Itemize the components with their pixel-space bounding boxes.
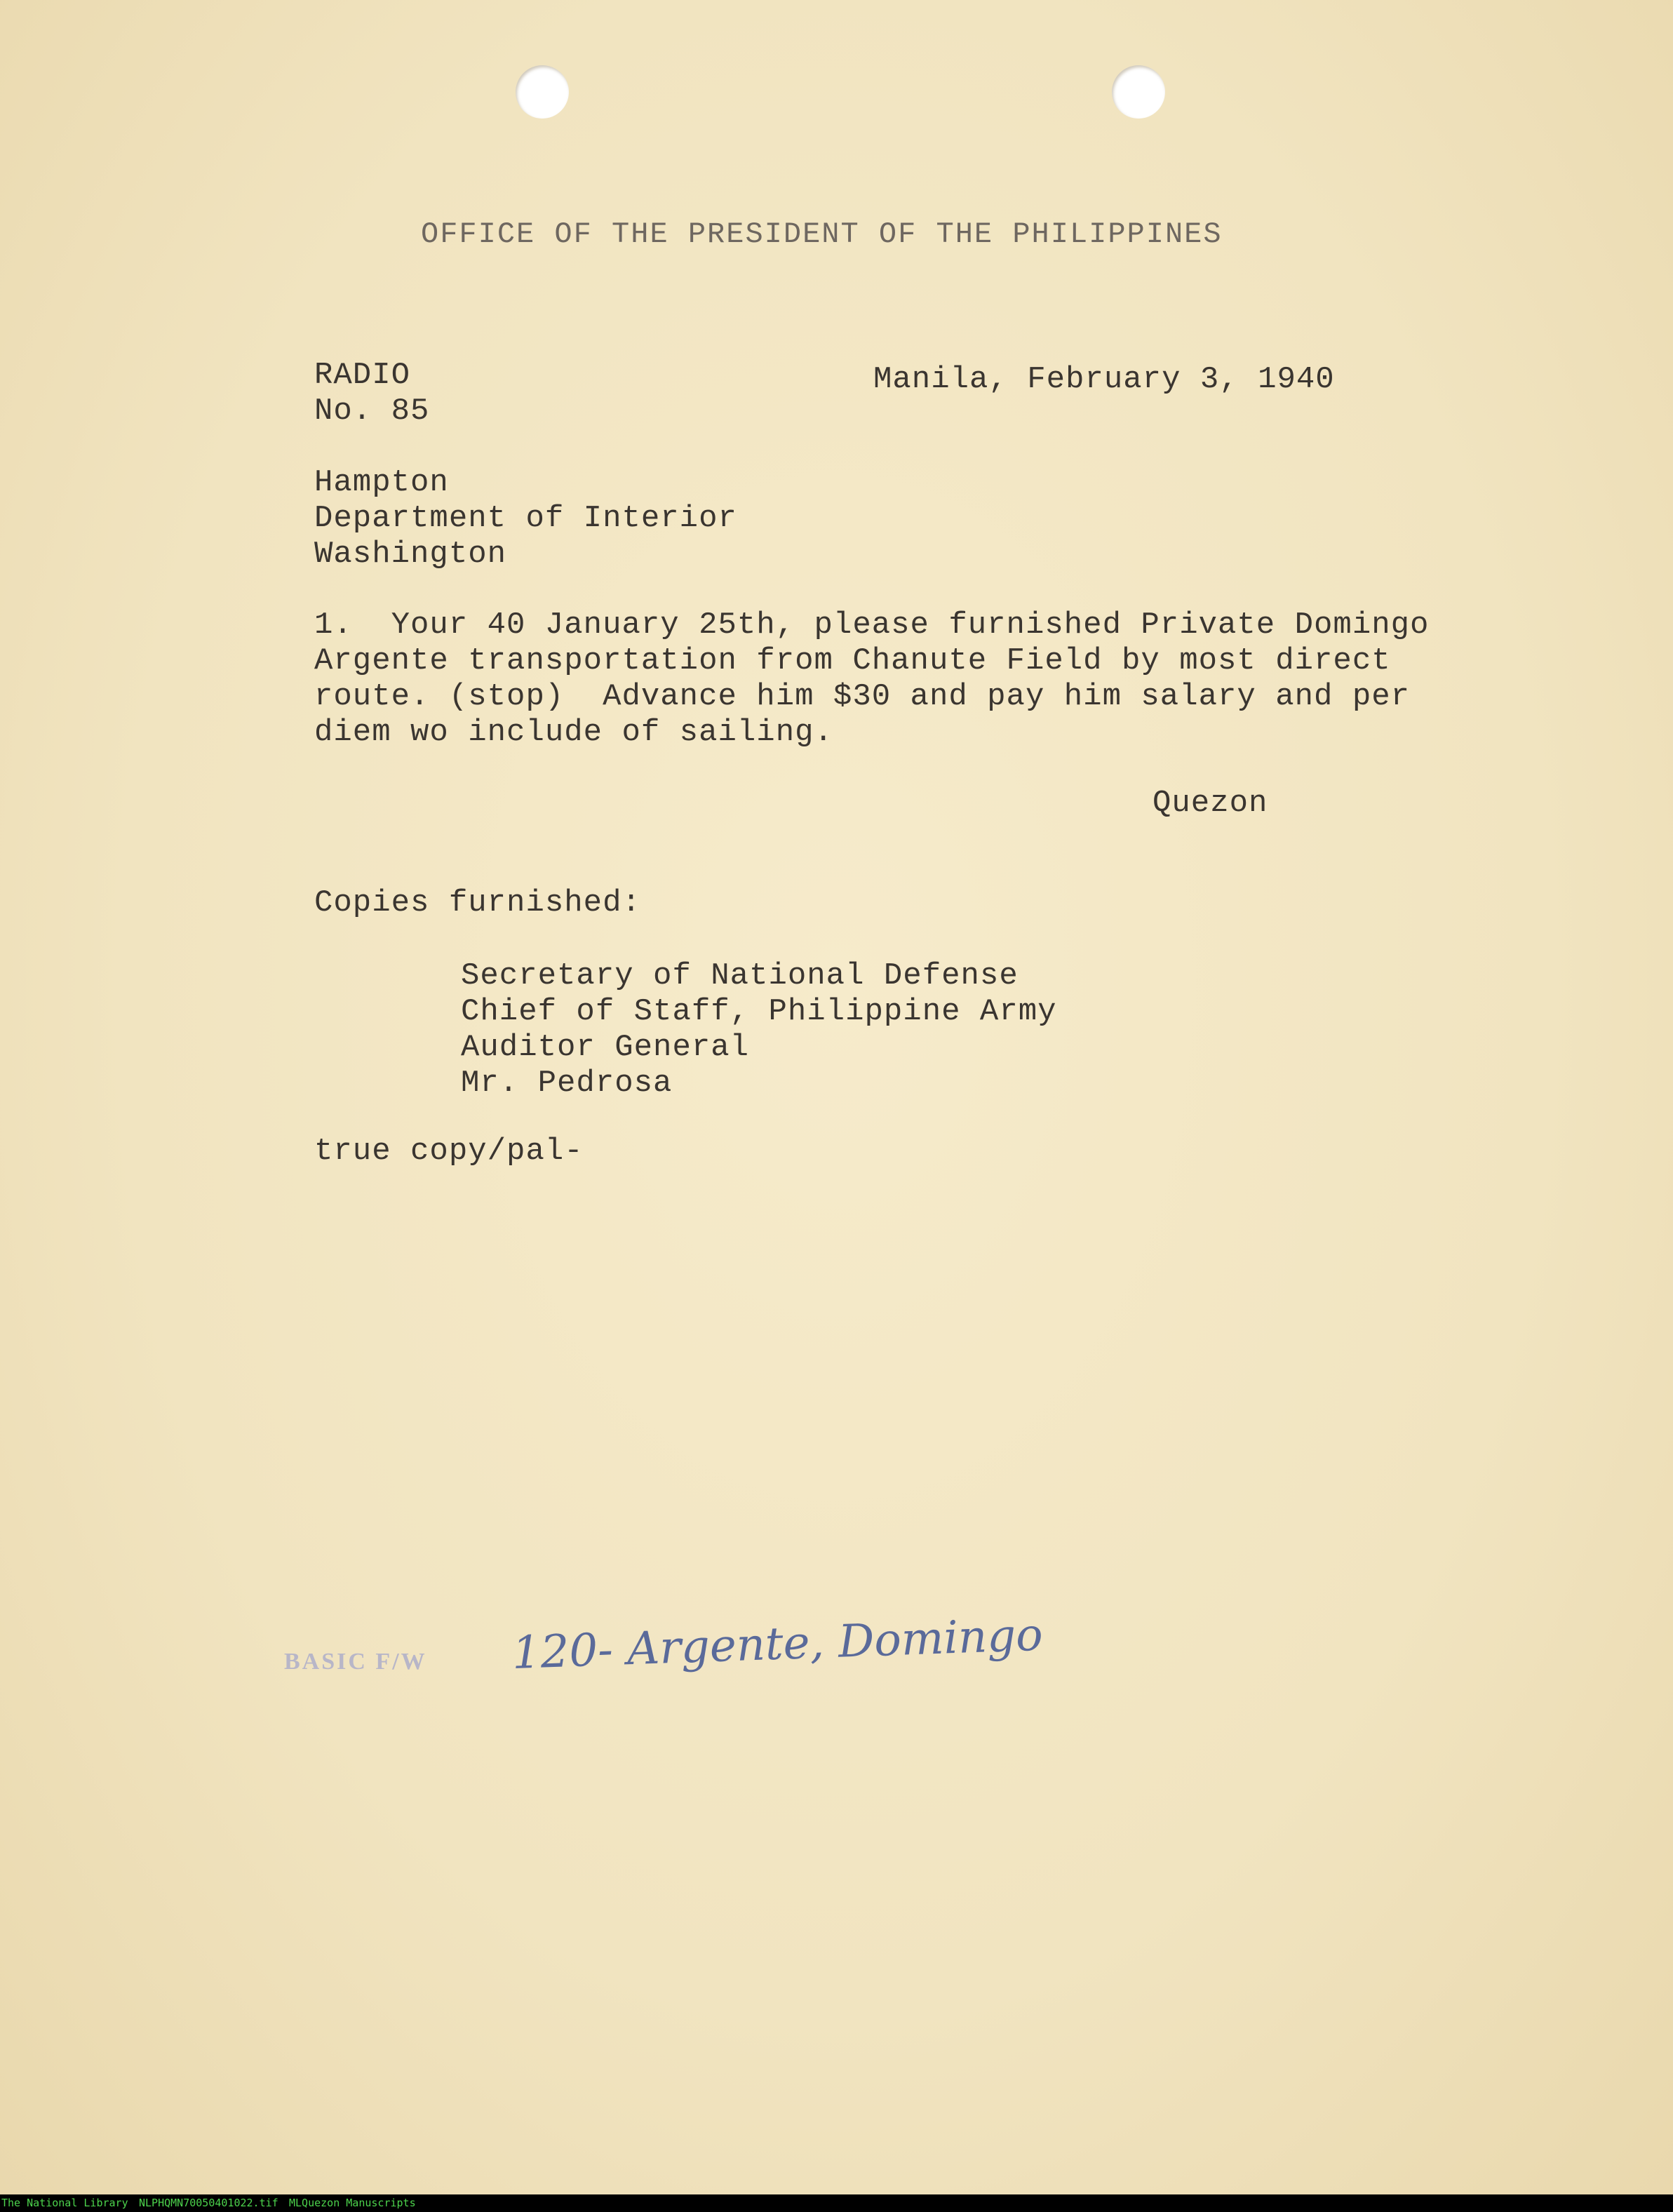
punch-hole-left [516,65,569,119]
message-number: No. 85 [314,394,430,429]
body-line-2: Argente transportation from Chanute Field by most direct [314,643,1391,678]
addressee-city: Washington [314,537,507,572]
addressee-department: Department of Interior [314,501,737,536]
office-header: OFFICE OF THE PRESIDENT OF THE PHILIPPINES [421,217,1223,251]
handwritten-annotation: 120- Argente, Domingo [511,1609,1044,1680]
body-line-3: route. (stop) Advance him $30 and pay him salary and per [314,679,1411,714]
body-line-4: diem wo include of sailing. [314,715,833,750]
copy-recipient: Mr. Pedrosa [461,1066,673,1101]
filing-stamp: BASIC F/W [284,1649,427,1675]
place-date: Manila, February 3, 1940 [873,362,1335,397]
reference-note: true copy/pal- [314,1134,584,1169]
body-line-1: 1. Your 40 January 25th, please furnished Private Domingo [314,608,1430,643]
copy-recipient: Chief of Staff, Philippine Army [461,994,1057,1029]
addressee-name: Hampton [314,465,449,500]
footer-collection: MLQuezon Manuscripts [289,2197,416,2209]
message-type: RADIO [314,358,411,393]
copies-label: Copies furnished: [314,885,641,920]
signature: Quezon [1153,786,1268,821]
punch-hole-right [1112,65,1165,119]
copy-recipient: Secretary of National Defense [461,958,1019,993]
copy-recipient: Auditor General [461,1030,750,1065]
footer-library: The National Library [1,2197,128,2209]
footer-file-id: NLPHQMN70050401022.tif [139,2197,278,2209]
